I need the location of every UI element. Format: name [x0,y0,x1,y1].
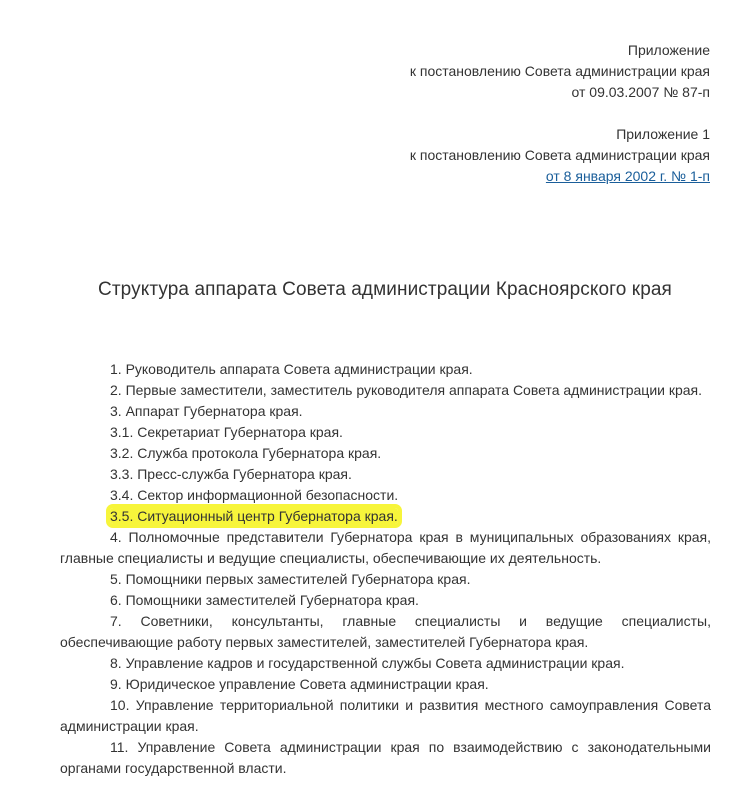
list-item: 7. Советники, консультанты, главные специалисты и ведущие специалисты, обеспечивающие работу первых заместителей, заместителей Губернатора края. [60,613,711,650]
list-item: 3.3. Пресс-служба Губернатора края. [110,466,352,482]
structure-list [60,359,711,779]
list-item: 8. Управление кадров и государственной службы Совета администрации края. [110,655,625,671]
list-item: 6. Помощники заместителей Губернатора края. [110,592,419,608]
appendix-header-original [410,124,710,187]
appendix-resolution-line: к постановлению Совета администрации края [409,63,710,79]
appendix-date-line [410,166,710,187]
list-item: 1. Руководитель аппарата Совета администрации края. [110,361,473,377]
highlighted-text: 3.5. Ситуационный центр Губернатора края. [110,508,398,524]
appendix-resolution-line: к постановлению Совета администрации края [409,147,710,163]
appendix-date-line: от 09.03.2007 № 87-п [571,84,710,100]
appendix-header-current [410,40,710,103]
list-item-highlighted [60,506,711,527]
list-item: 4. Полномочные представители Губернатора края в муниципальных образованиях края, главные специалисты и ведущие специалисты, обеспечивающие их деятельность. [60,529,711,566]
list-item: 3.2. Служба протокола Губернатора края. [110,445,382,461]
appendix-label: Приложение 1 [616,126,710,142]
list-item: 5. Помощники первых заместителей Губернатора края. [110,571,471,587]
list-item: 9. Юридическое управление Совета администрации края. [110,676,489,692]
appendix-label: Приложение [627,42,710,58]
list-item: 3. Аппарат Губернатора края. [110,403,303,419]
list-item: 3.1. Секретариат Губернатора края. [110,424,343,440]
list-item: 10. Управление территориальной политики и развития местного самоуправления Совета администрации края. [60,697,711,734]
document-title: Структура аппарата Совета администрации Красноярского края [98,279,672,300]
resolution-link[interactable]: от 8 января 2002 г. № 1-п [545,168,710,184]
list-item: 3.4. Сектор информационной безопасности. [110,487,399,503]
list-item: 2. Первые заместители, заместитель руководителя аппарата Совета администрации края. [110,382,703,398]
list-item: 11. Управление Совета администрации края по взаимодействию с законодательными органами государственной власти. [60,739,711,776]
